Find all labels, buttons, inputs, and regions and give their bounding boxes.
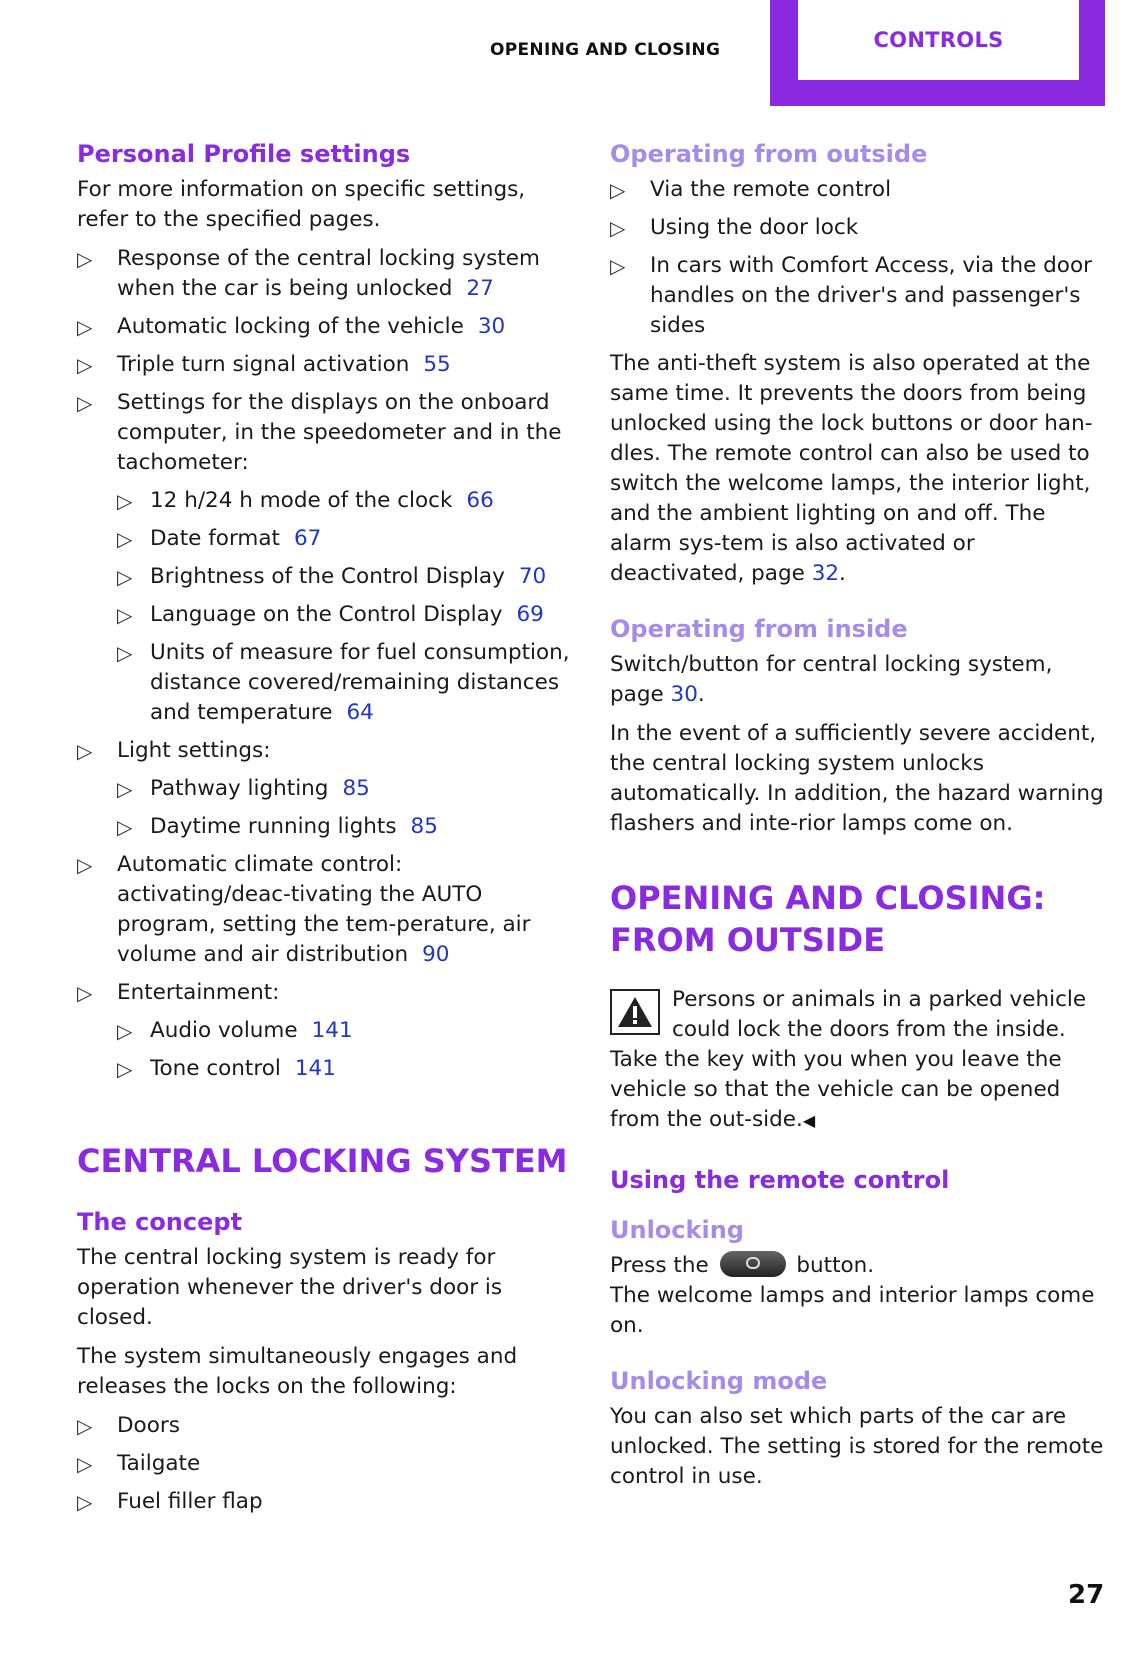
concept-paragraph-2: The system simultaneously engages and releases the locks on the following: [77, 1344, 518, 1399]
inside-paragraph-2: In the event of a sufficiently severe accident, the central locking system unlocks automatically. In addition, the hazard warning flashers and inte-rior lamps come on. [610, 721, 1104, 836]
list-item: ▷ Via the remote control [610, 175, 1110, 205]
triangle-bullet-icon: ▷ [117, 1057, 133, 1081]
sublist-item: ▷ 12 h/24 h mode of the clock 66 [117, 486, 577, 516]
page-reference[interactable]: 55 [423, 352, 451, 377]
triangle-bullet-icon: ▷ [77, 1452, 93, 1476]
list-item: ▷ Settings for the displays on the onboard computer, in the speedometer and in the tachometer: ▷ 12 h/24 h mode of the clock 66 ▷ Date format 67 ▷ Brightness of the Control Display 70 ▷ Language on the Control Display 69 ▷ Units of measure for fuel consumption, distance covered/remaining distances and temperature 64 [77, 388, 577, 728]
operating-outside-heading: Operating from outside [610, 140, 928, 168]
triangle-bullet-icon: ▷ [117, 815, 133, 839]
triangle-bullet-icon: ▷ [77, 739, 93, 763]
sublist-item: ▷ Units of measure for fuel consumption, distance covered/remaining distances and temperature 64 [117, 640, 570, 725]
end-of-note-icon: ◀ [802, 1111, 816, 1130]
list-item: ▷ In cars with Comfort Access, via the door handles on the driver's and passenger's sides [610, 253, 1092, 338]
unlock-button-icon [720, 1251, 786, 1277]
sublist-item: ▷ Date format 67 [117, 524, 577, 554]
triangle-bullet-icon: ▷ [77, 353, 93, 377]
triangle-bullet-icon: ▷ [117, 565, 133, 589]
page-reference[interactable]: 27 [466, 276, 494, 301]
chapter-tab-label: CONTROLS [873, 28, 1004, 52]
left-column [77, 138, 577, 1525]
triangle-bullet-icon: ▷ [117, 527, 133, 551]
page-reference[interactable]: 30 [477, 314, 506, 339]
warning-text: Persons or animals in a parked vehicle could lock the doors from the inside. Take the key with you when you leave the vehicle so that the vehicle can be opened from the out-side. [610, 987, 1087, 1132]
triangle-bullet-icon: ▷ [77, 391, 93, 415]
chapter-tab [770, 0, 1105, 106]
list-item: ▷ Fuel filler flap [77, 1487, 577, 1517]
sublist-item: ▷ Audio volume 141 [117, 1016, 577, 1046]
triangle-bullet-icon: ▷ [117, 603, 133, 627]
personal-profile-heading: Personal Profile settings [77, 140, 411, 168]
profile-settings-list [77, 244, 577, 1084]
triangle-bullet-icon: ▷ [117, 1019, 133, 1043]
light-settings-sublist [117, 774, 577, 842]
anti-theft-paragraph: The anti-theft system is also operated at the same time. It prevents the doors from being unlocked using the lock buttons or door han-dles. The remote control can also be used to switch the welcome lamps, the interior light, and the ambient lighting on and off. The alarm sys-tem is also activated or deactivated, page 32. [610, 351, 1093, 586]
list-item: ▷ Response of the central locking system when the car is being unlocked 27 [77, 246, 540, 301]
warning-note [610, 985, 1110, 1136]
entertainment-sublist [117, 1016, 577, 1084]
page-reference[interactable]: 69 [516, 602, 544, 627]
personal-profile-intro: For more information on specific settings, refer to the specified pages. [77, 177, 526, 232]
concept-paragraph-1: The central locking system is ready for operation whenever the driver's door is closed. [77, 1245, 503, 1330]
triangle-bullet-icon: ▷ [117, 641, 133, 665]
triangle-bullet-icon: ▷ [77, 247, 93, 271]
page-number: 27 [1068, 1580, 1105, 1610]
page-reference[interactable]: 66 [466, 488, 494, 513]
triangle-bullet-icon: ▷ [77, 853, 93, 877]
central-locking-heading: CENTRAL LOCKING SYSTEM [77, 1142, 568, 1180]
unlocking-mode-heading: Unlocking mode [610, 1367, 828, 1395]
sublist-item: ▷ Pathway lighting 85 [117, 774, 577, 804]
operating-inside-heading: Operating from inside [610, 615, 908, 643]
unlocking-mode-text: You can also set which parts of the car are unlocked. The setting is stored for the remote control in use. [610, 1404, 1104, 1489]
list-item: ▷ Entertainment: ▷ Audio volume 141 ▷ Tone control 141 [77, 978, 577, 1084]
page-reference[interactable]: 141 [294, 1056, 336, 1081]
page-reference[interactable]: 141 [311, 1018, 353, 1043]
page-reference[interactable]: 85 [342, 776, 370, 801]
sublist-item: ▷ Daytime running lights 85 [117, 812, 577, 842]
triangle-bullet-icon: ▷ [610, 178, 626, 202]
unlocking-heading: Unlocking [610, 1216, 744, 1244]
list-item: ▷ Triple turn signal activation 55 [77, 350, 577, 380]
page-reference[interactable]: 70 [518, 564, 547, 589]
unlocking-instruction: Press the button. The welcome lamps and interior lamps come on. [610, 1253, 1095, 1338]
page-reference[interactable]: 32 [811, 561, 840, 586]
page-reference[interactable]: 85 [410, 814, 438, 839]
triangle-bullet-icon: ▷ [77, 315, 93, 339]
operating-outside-list [610, 175, 1110, 341]
triangle-bullet-icon: ▷ [610, 254, 626, 278]
triangle-bullet-icon: ▷ [117, 777, 133, 801]
page-reference[interactable]: 30 [670, 682, 698, 707]
locks-list [77, 1411, 577, 1517]
opening-closing-outside-heading: OPENING AND CLOSING: FROM OUTSIDE [610, 879, 1046, 959]
triangle-bullet-icon: ▷ [77, 1414, 93, 1438]
page-reference[interactable]: 67 [293, 526, 322, 551]
list-item: ▷ Light settings: ▷ Pathway lighting 85 ▷ Daytime running lights 85 [77, 736, 577, 842]
list-item: ▷ Tailgate [77, 1449, 577, 1479]
triangle-bullet-icon: ▷ [610, 216, 626, 240]
warning-triangle-icon [610, 989, 660, 1035]
remote-control-heading: Using the remote control [610, 1166, 950, 1194]
list-item: ▷ Doors [77, 1411, 577, 1441]
list-item: ▷ Using the door lock [610, 213, 1110, 243]
sublist-item: ▷ Tone control 141 [117, 1054, 577, 1084]
page-reference[interactable]: 64 [346, 700, 374, 725]
triangle-bullet-icon: ▷ [77, 981, 93, 1005]
concept-heading: The concept [77, 1208, 243, 1236]
list-item: ▷ Automatic climate control: activating/deac-tivating the AUTO program, setting the tem-perature, air volume and air distribution 90 [77, 852, 531, 967]
sublist-item: ▷ Brightness of the Control Display 70 [117, 562, 577, 592]
running-header-section: OPENING AND CLOSING [490, 40, 721, 60]
chapter-tab-inner [798, 0, 1079, 80]
display-settings-sublist [117, 486, 577, 728]
page-reference[interactable]: 90 [422, 942, 450, 967]
list-item: ▷ Automatic locking of the vehicle 30 [77, 312, 577, 342]
triangle-bullet-icon: ▷ [117, 489, 133, 513]
sublist-item: ▷ Language on the Control Display 69 [117, 600, 577, 630]
right-column [610, 138, 1110, 1501]
triangle-bullet-icon: ▷ [77, 1490, 93, 1514]
inside-paragraph-1: Switch/button for central locking system, page 30. [610, 652, 1053, 707]
